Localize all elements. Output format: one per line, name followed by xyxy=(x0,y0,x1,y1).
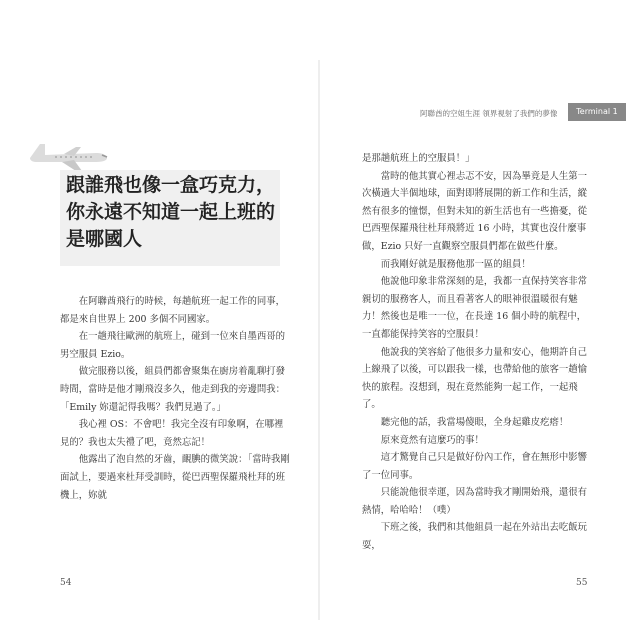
paragraph: 下班之後，我們和其他組員一起在外站出去吃飯玩耍， xyxy=(362,522,588,552)
paragraph: 而我剛好就是服務他那一區的組員！ xyxy=(380,258,531,270)
chapter-title xyxy=(66,172,296,253)
paragraph: 只能說他很幸運，因為當時我才剛開始飛，還很有熱情，哈哈哈！（噗） xyxy=(362,487,588,516)
chapter-title-line: 是哪國人 xyxy=(66,228,143,250)
paragraph: 這才驚覺自己只是做好份內工作，會在無形中影響了一位同事。 xyxy=(362,452,588,481)
chapter-title-line: 跟誰飛也像一盒巧克力， xyxy=(66,174,276,196)
paragraph: 他說他印象非常深刻的是，我都一直保持笑容非常親切的服務客人，而且看著客人的眼神很溫暖很有魅力！然後也是唯一一位，在長達 16 個小時的航程中，一直都能保持笑容的空服員！ xyxy=(362,276,588,340)
running-head: 阿聯酋的空姐生涯 領界視射了我們的夢像 xyxy=(420,109,558,118)
paragraph: 他說我的笑容給了他很多力量和安心，他期許自己上線飛了以後，可以跟我一樣，也帶給他的旅客一趟愉快的旅程。沒想到，現在竟然能夠一起工作，一起飛了。 xyxy=(362,346,588,411)
paragraph: 他露出了泡自然的牙齒，靦腆的微笑說：「當時我剛面試上，要過來杜拜受訓時，從巴西聖保羅飛杜拜的班機上，妳就 xyxy=(60,454,290,501)
page-number-left: 54 xyxy=(60,578,72,588)
paragraph: 在阿聯酋飛行的時候，每趟航班一起工作的同事，都是來自世界上 200 多個不同國家。 xyxy=(60,296,286,325)
right-page-body xyxy=(362,150,592,555)
paragraph: 做完服務以後，組員們都會聚集在廚房着亂聊打發時間，當時是他才剛飛沒多久，他走到我的旁邊問我：「Emily 妳還記得我嗎？我們見過了。」 xyxy=(60,366,286,413)
book-gutter xyxy=(318,60,320,620)
paragraph: 聽完他的話，我當場傻眼，全身起雞皮疙瘩！ xyxy=(380,416,569,428)
paragraph: 原來竟然有這麼巧的事！ xyxy=(380,434,484,446)
paragraph: 我心裡 OS：不會吧！我完全沒有印象啊，在哪裡見的？我也太失禮了吧，竟然忘記！ xyxy=(60,419,284,448)
chapter-title-line: 你永遠不知道一起上班的 xyxy=(66,201,276,223)
paragraph: 是那趟航班上的空服員！」 xyxy=(362,153,475,164)
page-number-right: 55 xyxy=(576,578,588,588)
left-page-body xyxy=(60,293,290,504)
terminal-tab: Terminal 1 xyxy=(568,103,626,121)
paragraph: 在一趟飛往歐洲的航班上，碰到一位來自墨西哥的男空服員 Ezio。 xyxy=(60,331,286,360)
paragraph: 當時的他其實心裡忐忑不安，因為畢竟是人生第一次橫過大半個地球，面對即將展開的新工作和生活，縱然有很多的憧憬，但對未知的新生活也有一些擔憂，從巴西聖保羅飛往杜拜飛將近 16 小時，其實也沒什麼事做，Ezio 只好一直觀察空服員們都在做些什麼。 xyxy=(362,170,588,252)
airplane-icon xyxy=(26,138,108,172)
